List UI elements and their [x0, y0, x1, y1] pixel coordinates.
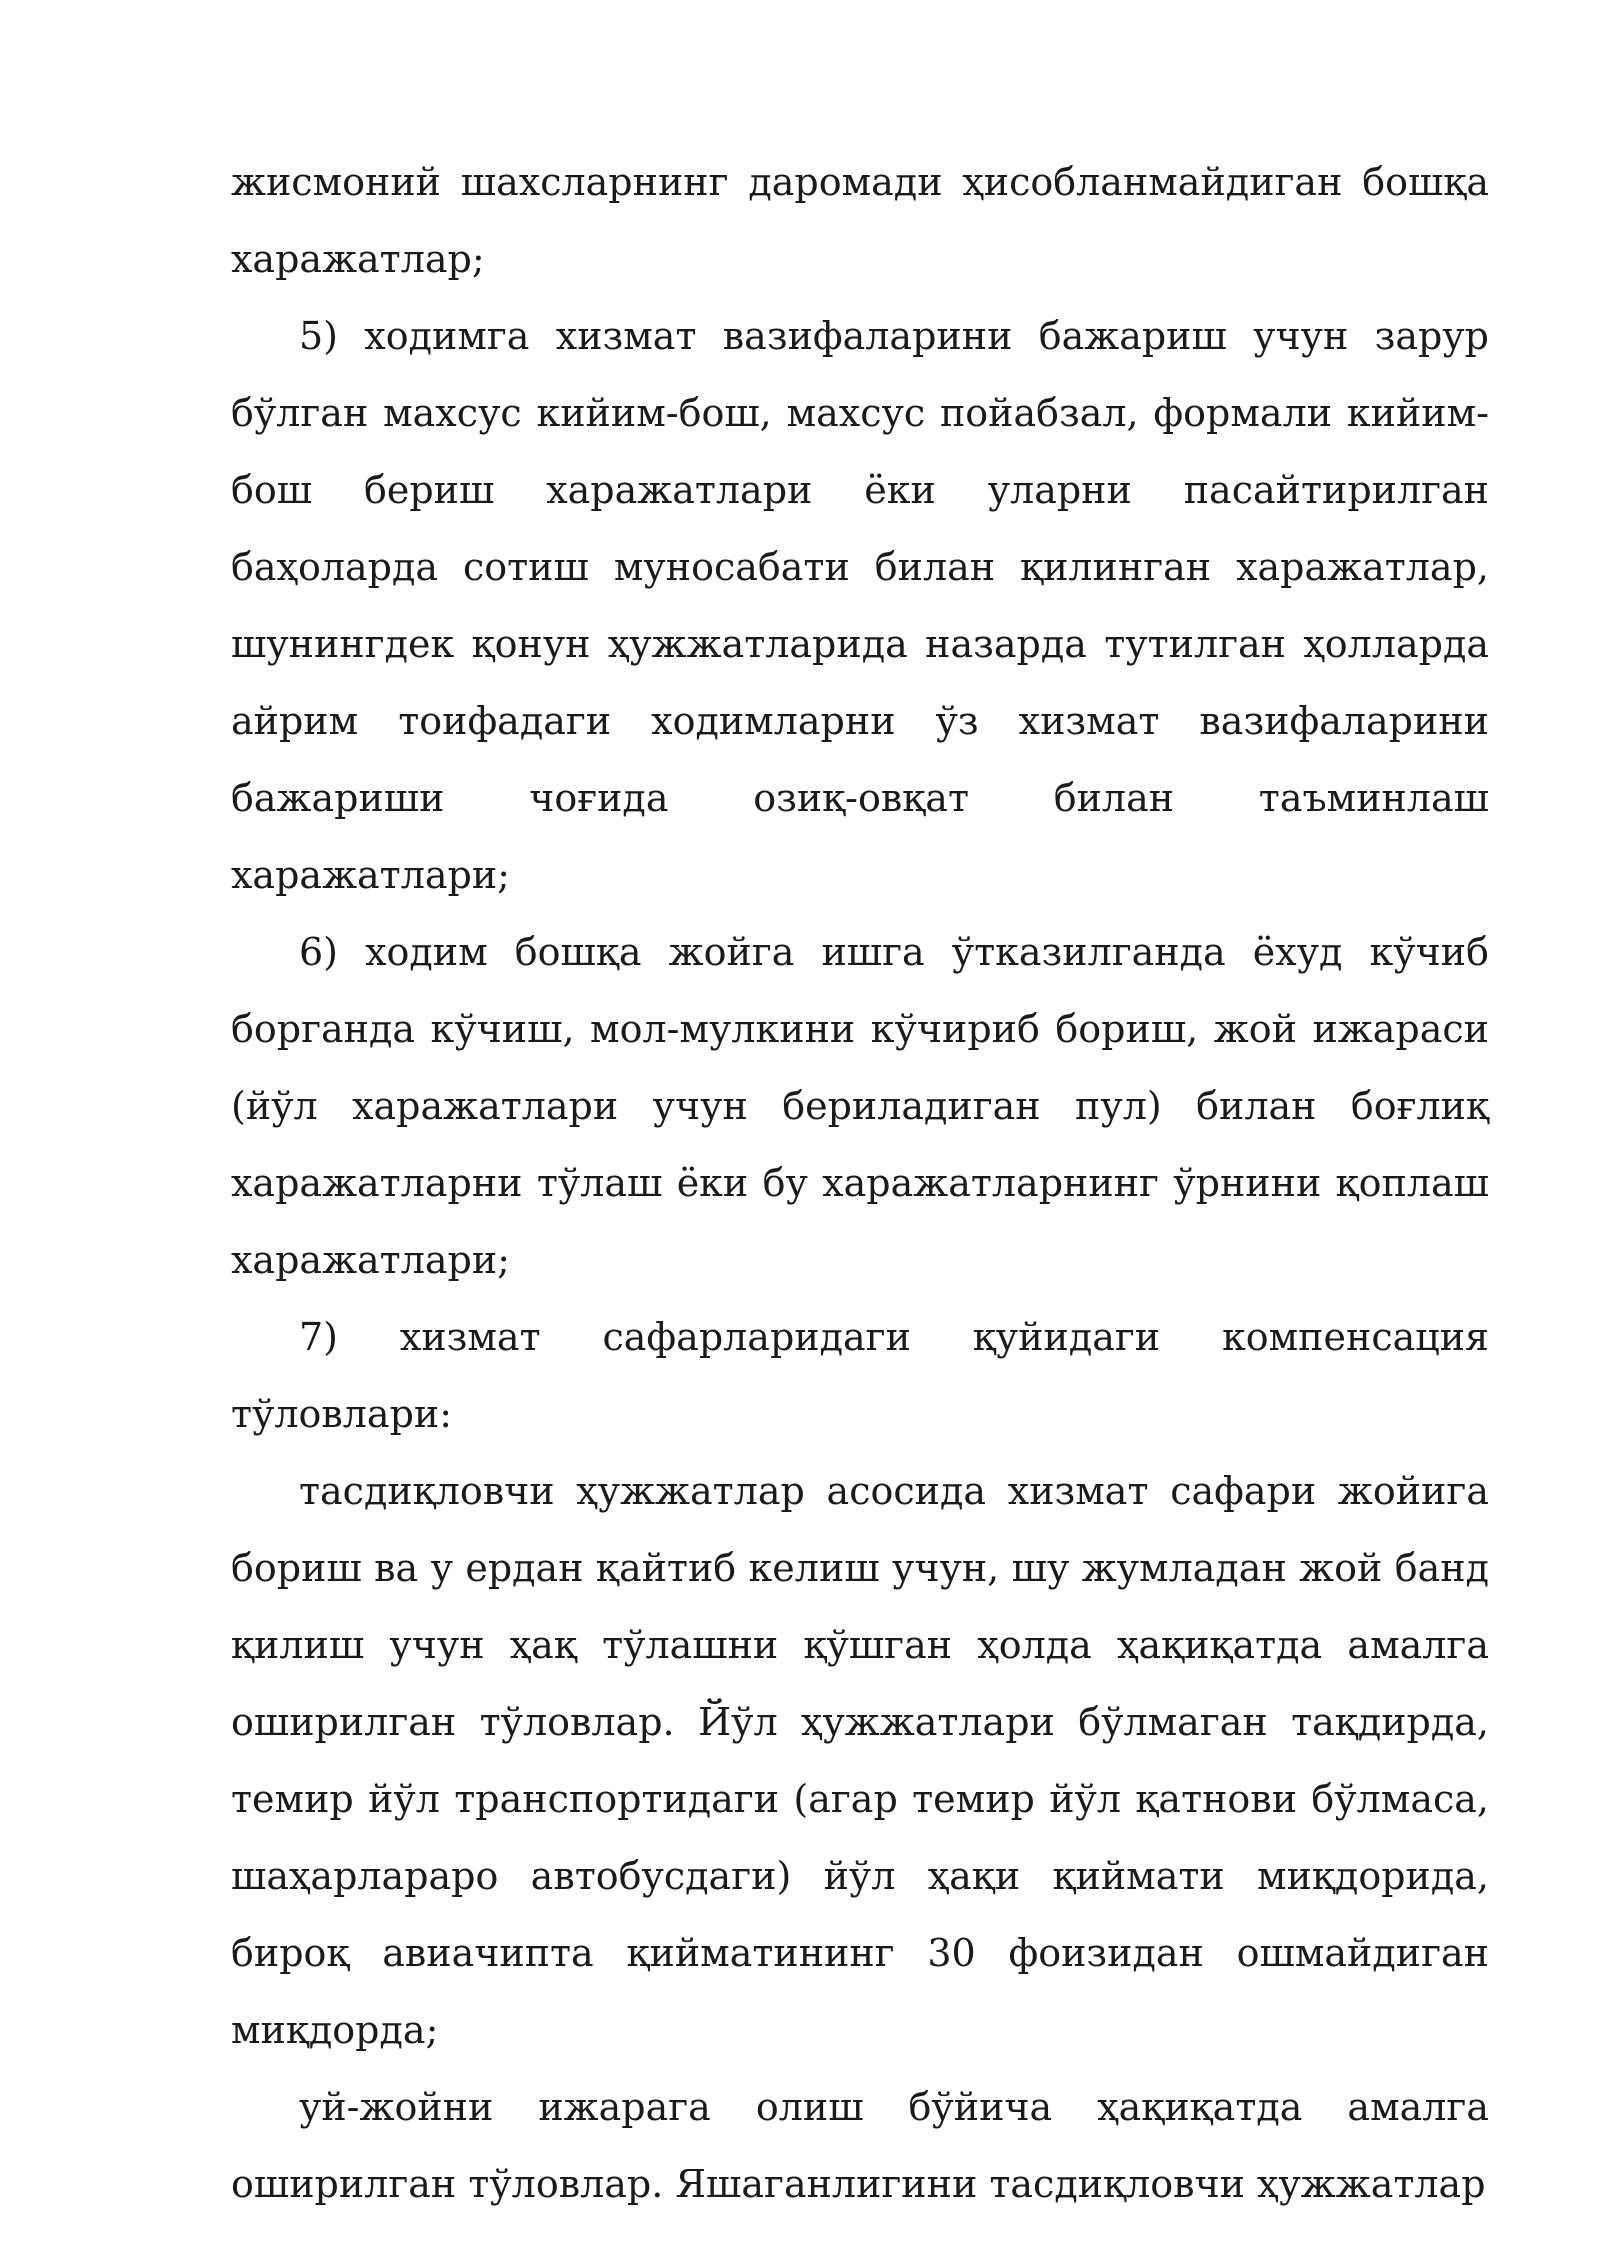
paragraph-housing-rent: уй-жойни ижарага олиш бўйича ҳақиқатда амалга оширилган тўловлар. Яшаганлигини тасдиқловчи ҳужжатлар — [231, 2085, 1489, 2206]
paragraph-item-5: 5) ходимга хизмат вазифаларини бажариш учун зарур бўлган махсус кийим-бош, махсус пойабзал, формали кийим-бош бериш харажатлари ёки уларни пасайтирилган баҳоларда сотиш муносабати билан қилинган харажатлар, шунингдек қонун ҳужжатларида назарда тутилган ҳолларда айрим тоифадаги ходимларни ўз хизмат вазифаларини бажариши чоғида озиқ-овқат билан таъминлаш харажатлари; — [231, 314, 1489, 897]
paragraph-travel-payments: тасдиқловчи ҳужжатлар асосида хизмат сафари жойига бориш ва у ердан қайтиб келиш учун, шу жумладан жой банд қилиш учун ҳақ тўлашни қўшган ҳолда ҳақиқатда амалга оширилган тўловлар. Йўл ҳужжатлари бўлмаган тақдирда, темир йўл транспортидаги (агар темир йўл қатнови бўлмаса, шаҳарлараро автобусдаги) йўл ҳақи қиймати миқдорида, бироқ авиачипта қийматининг 30 фоизидан ошмайдиган миқдорда; — [231, 1469, 1489, 2052]
paragraph-continuation: жисмоний шахсларнинг даромади ҳисобланмайдиган бошқа харажатлар; — [231, 160, 1489, 281]
document-body — [231, 144, 1489, 2223]
paragraph-item-7: 7) хизмат сафарларидаги қуйидаги компенсация тўловлари: — [231, 1315, 1489, 1436]
paragraph-item-6: 6) ходим бошқа жойга ишга ўтказилганда ёхуд кўчиб борганда кўчиш, мол-мулкини кўчириб бориш, жой ижараси (йўл харажатлари учун бериладиган пул) билан боғлиқ харажатларни тўлаш ёки бу харажатларнинг ўрнини қоплаш харажатлари; — [231, 930, 1489, 1282]
